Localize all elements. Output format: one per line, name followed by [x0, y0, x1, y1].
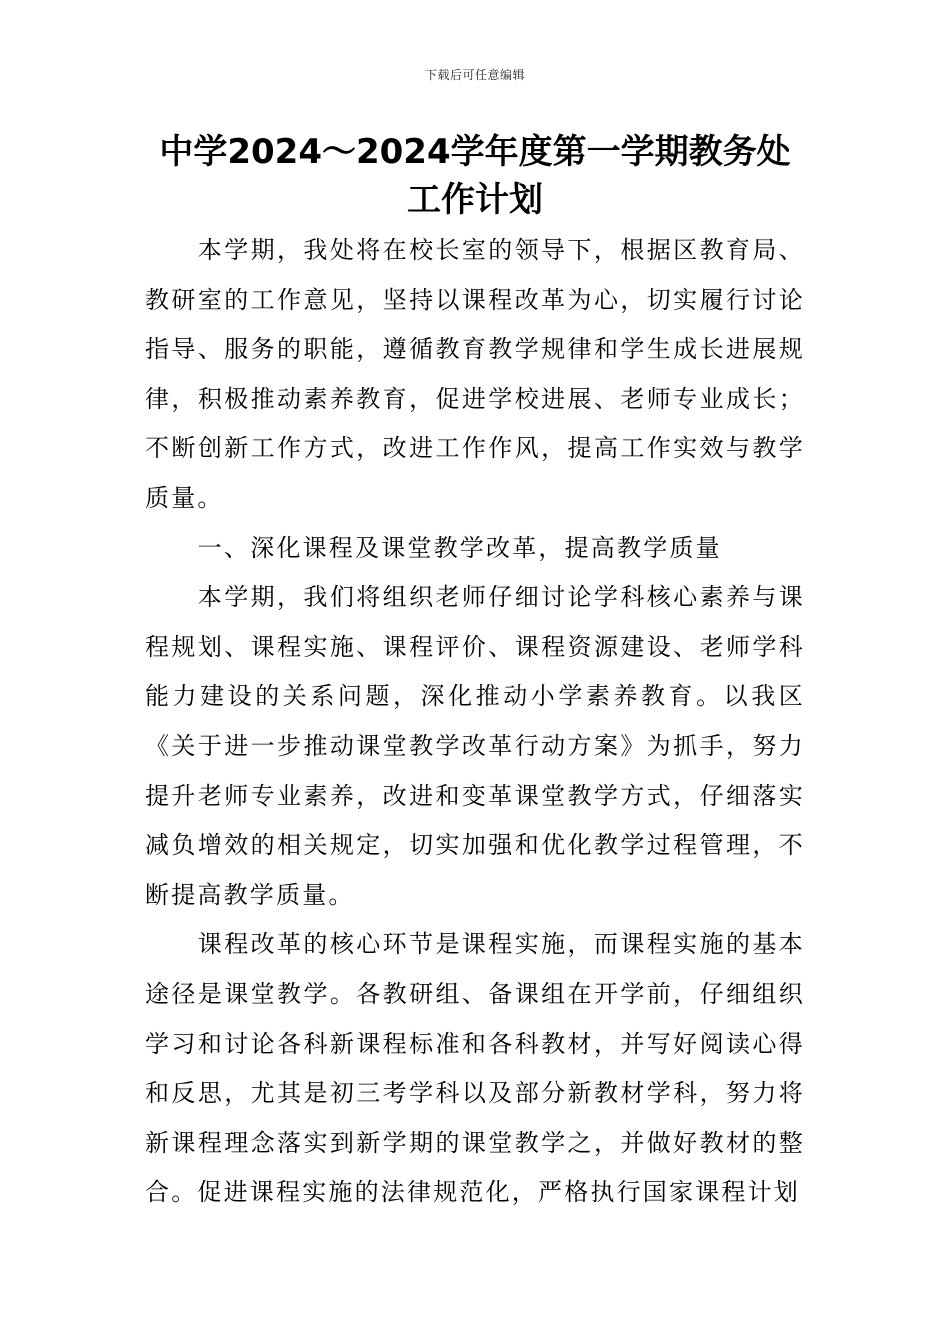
section-heading: 一、深化课程及课堂教学改革，提高教学质量	[197, 533, 722, 562]
paragraph-course-reform: 本学期，我们将组织老师仔细讨论学科核心素养与课程规划、课程实施、课程评价、课程资源建设、老师学科能力建设的关系问题，深化推动小学素养教育。以我区《关于进一步推动课堂教学改革行动方案》为抓手，努力提升老师专业素养，改进和变革课堂教学方式，仔细落实减负增效的相关规定，切实加强和优化教学过程管理，不断提高教学质量。	[145, 583, 805, 909]
paragraph-intro: 本学期，我处将在校长室的领导下，根据区教育局、教研室的工作意见，坚持以课程改革为心，切实履行讨论指导、服务的职能，遵循教育教学规律和学生成长进展规律，积极推动素养教育，促进学校进展、老师专业成长；不断创新工作方式，改进工作作风，提高工作实效与教学质量。	[145, 236, 805, 512]
header-note: 下载后可任意编辑	[424, 68, 525, 82]
document-body	[145, 226, 805, 1218]
paragraph-course-implementation: 课程改革的核心环节是课程实施，而课程实施的基本途径是课堂教学。各教研组、备课组在开学前，仔细组织学习和讨论各科新课程标准和各科教材，并写好阅读心得和反思，尤其是初三考学科以及部分新教材学科，努力将新课程理念落实到新学期的课堂教学之，并做好教材的整合。促进课程实施的法律规范化，严格执行国家课程计划	[145, 930, 805, 1207]
document-title: 中学2024～2024学年度第一学期教务处工作计划	[159, 132, 791, 220]
